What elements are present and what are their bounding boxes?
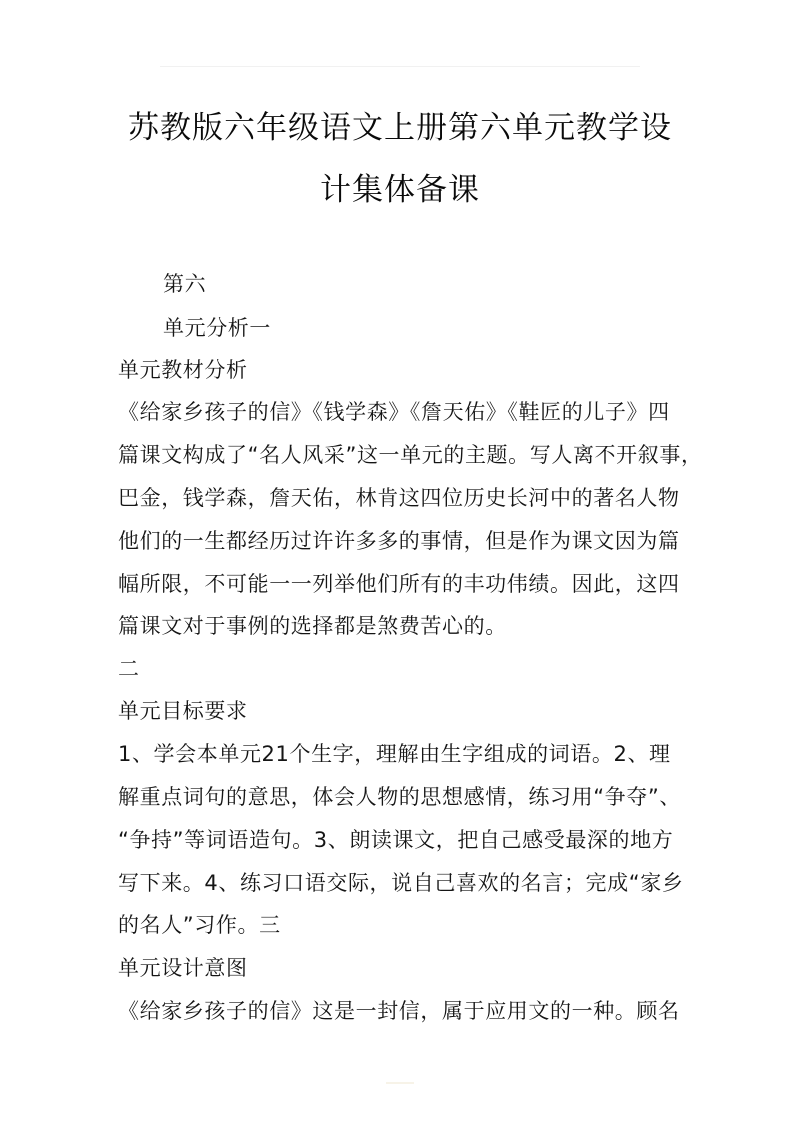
- header-rule: [160, 66, 640, 67]
- paragraph-line: 的名人”习作。三: [118, 913, 281, 937]
- paragraph-line: “争持”等词语造句。3、朗读课文，把自己感受最深的地方: [118, 828, 674, 852]
- subsection-heading: 单元目标要求: [118, 699, 248, 723]
- subsection-heading: 单元教材分析: [118, 358, 248, 382]
- page-footer-mark: [386, 1082, 414, 1084]
- paragraph-line: 1、学会本单元21个生字，理解由生字组成的词语。2、理: [118, 742, 671, 766]
- section-heading: 单元分析一: [163, 316, 271, 340]
- paragraph-line: 巴金，钱学森，詹天佑，林肯这四位历史长河中的著名人物: [118, 486, 680, 510]
- paragraph-line: 篇课文构成了“名人风采”这一单元的主题。写人离不开叙事，: [118, 443, 703, 467]
- paragraph-line: 《给家乡孩子的信》《钱学森》《詹天佑》《鞋匠的儿子》四: [118, 400, 670, 424]
- paragraph-line: 幅所限，不可能一一列举他们所有的丰功伟绩。因此，这四: [118, 572, 680, 596]
- subsection-heading: 单元设计意图: [118, 956, 248, 980]
- document-title-line-1: 苏教版六年级语文上册第六单元教学设: [128, 110, 672, 146]
- paragraph-line: 解重点词句的意思，体会人物的思想感情，练习用“争夺”、: [118, 785, 681, 809]
- document-title-line-2: 计集体备课: [320, 172, 480, 208]
- paragraph-line: 写下来。4、练习口语交际，说自己喜欢的名言；完成“家乡: [118, 871, 684, 895]
- section-number: 二: [118, 657, 140, 681]
- paragraph-line: 篇课文对于事例的选择都是煞费苦心的。: [118, 614, 507, 638]
- paragraph-line: 《给家乡孩子的信》这是一封信，属于应用文的一种。顾名: [118, 999, 680, 1023]
- section-number: 第六: [163, 272, 207, 296]
- paragraph-line: 他们的一生都经历过许许多多的事情，但是作为课文因为篇: [118, 529, 680, 553]
